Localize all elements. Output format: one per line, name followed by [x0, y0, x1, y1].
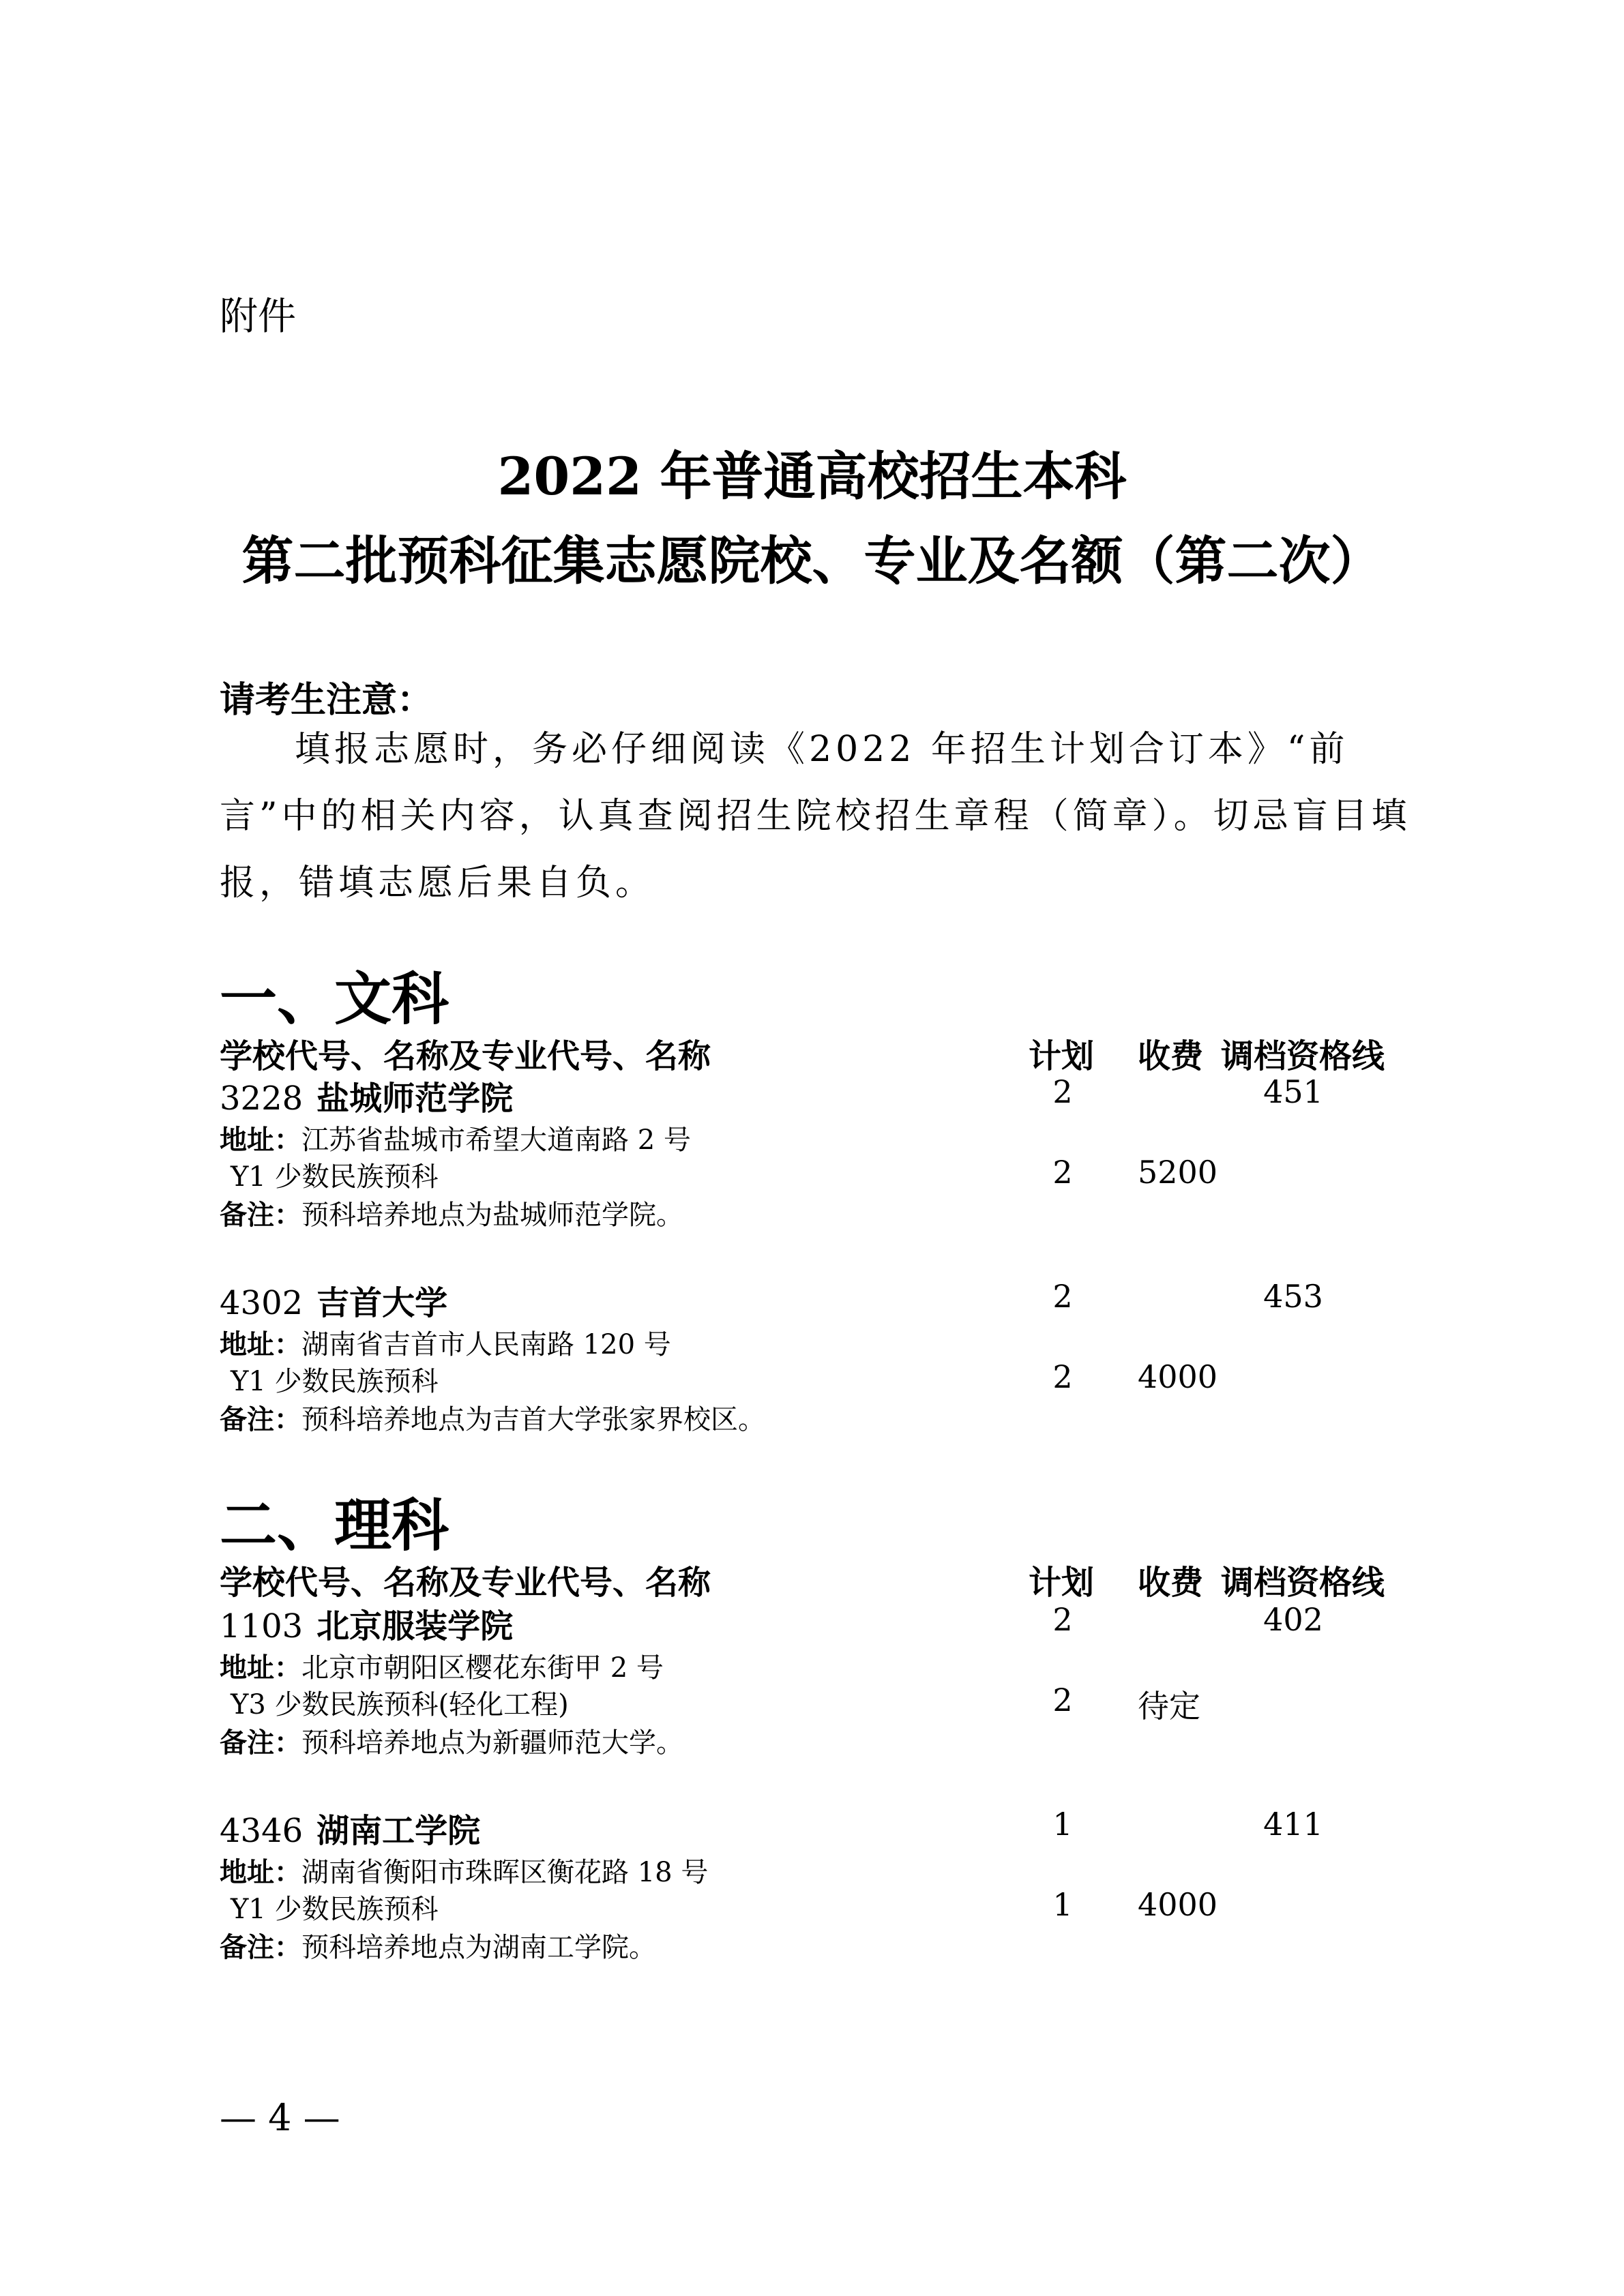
note-text: 预科培养地点为盐城师范学院。 — [301, 1199, 683, 1231]
note-text: 预科培养地点为湖南工学院。 — [301, 1932, 656, 1963]
major-row — [231, 1888, 439, 1926]
note-text: 预科培养地点为新疆师范大学。 — [301, 1727, 683, 1759]
school-cutoff: 411 — [1263, 1806, 1323, 1843]
school-note — [220, 1926, 656, 1965]
major-name: 少数民族预科 — [274, 1366, 439, 1397]
major-plan: 1 — [1052, 1886, 1073, 1923]
major-code: Y1 — [231, 1894, 266, 1925]
column-header-school: 学校代号、名称及专业代号、名称 — [220, 1037, 711, 1075]
column-header-fee: 收费 — [1138, 1037, 1204, 1075]
major-fee: 待定 — [1138, 1688, 1200, 1725]
school-code: 1103 — [220, 1607, 304, 1645]
school-note — [220, 1721, 683, 1760]
note-label: 备注： — [220, 1404, 301, 1435]
column-header-cutoff: 调档资格线 — [1221, 1037, 1385, 1075]
school-plan: 2 — [1052, 1601, 1073, 1638]
school-plan: 1 — [1052, 1806, 1073, 1843]
address-label: 地址： — [220, 1329, 301, 1360]
major-code: Y1 — [231, 1366, 266, 1397]
major-fee: 4000 — [1138, 1358, 1218, 1395]
document-title-line2: 第二批预科征集志愿院校、专业及名额（第二次） — [241, 531, 1383, 591]
attachment-label: 附件 — [220, 295, 296, 339]
address-label: 地址： — [220, 1857, 301, 1888]
school-address — [220, 1323, 671, 1362]
section-title-arts: 一、文科 — [220, 966, 449, 1032]
column-header-school: 学校代号、名称及专业代号、名称 — [220, 1564, 711, 1602]
address-text: 江苏省盐城市希望大道南路 2 号 — [301, 1124, 691, 1156]
address-text: 北京市朝阳区樱花东街甲 2 号 — [301, 1652, 664, 1684]
school-code: 3228 — [220, 1079, 304, 1118]
note-label: 备注： — [220, 1727, 301, 1759]
school-code: 4302 — [220, 1284, 304, 1322]
school-cutoff: 451 — [1263, 1073, 1323, 1110]
school-address — [220, 1646, 664, 1685]
school-row — [220, 1804, 480, 1851]
major-plan: 2 — [1052, 1154, 1073, 1191]
major-row — [231, 1683, 569, 1722]
school-address — [220, 1851, 708, 1890]
major-row — [231, 1360, 439, 1399]
address-text: 湖南省吉首市人民南路 120 号 — [301, 1329, 671, 1360]
school-name: 湖南工学院 — [316, 1812, 481, 1850]
major-name: 少数民族预科 — [274, 1161, 439, 1193]
section-title-science: 二、理科 — [220, 1492, 449, 1559]
school-row — [220, 1600, 513, 1647]
school-row — [220, 1277, 447, 1324]
school-name: 吉首大学 — [316, 1284, 448, 1322]
school-note — [220, 1193, 683, 1232]
major-row — [231, 1155, 439, 1194]
note-label: 备注： — [220, 1932, 301, 1963]
address-label: 地址： — [220, 1124, 301, 1156]
school-note — [220, 1398, 765, 1437]
major-code: Y3 — [231, 1689, 266, 1720]
major-name: 少数民族预科(轻化工程) — [274, 1689, 569, 1720]
column-header-plan: 计划 — [1029, 1564, 1095, 1602]
school-plan: 2 — [1052, 1073, 1073, 1110]
address-text: 湖南省衡阳市珠晖区衡花路 18 号 — [301, 1857, 709, 1888]
major-name: 少数民族预科 — [274, 1894, 439, 1925]
school-name: 北京服装学院 — [316, 1607, 514, 1645]
school-cutoff: 453 — [1263, 1278, 1323, 1315]
column-header-fee: 收费 — [1138, 1564, 1204, 1602]
major-fee: 4000 — [1138, 1886, 1218, 1923]
major-plan: 2 — [1052, 1358, 1073, 1395]
school-code: 4346 — [220, 1812, 304, 1850]
page-number: — 4 — — [220, 2096, 340, 2139]
school-cutoff: 402 — [1263, 1601, 1323, 1638]
column-header-cutoff: 调档资格线 — [1221, 1564, 1385, 1602]
notice-body: 填报志愿时，务必仔细阅读《2022 年招生计划合订本》“前言”中的相关内容，认真查阅招生院校招生章程（简章）。切忌盲目填报，错填志愿后果自负。 — [220, 729, 1411, 904]
school-name: 盐城师范学院 — [316, 1079, 514, 1118]
notice-heading: 请考生注意： — [220, 680, 433, 721]
school-row — [220, 1072, 513, 1119]
address-label: 地址： — [220, 1652, 301, 1684]
major-plan: 2 — [1052, 1682, 1073, 1718]
note-text: 预科培养地点为吉首大学张家界校区。 — [301, 1404, 765, 1435]
note-label: 备注： — [220, 1199, 301, 1231]
school-address — [220, 1118, 691, 1157]
document-title-line1: 2022 年普通高校招生本科 — [497, 446, 1127, 507]
column-header-plan: 计划 — [1029, 1037, 1095, 1075]
major-fee: 5200 — [1138, 1154, 1218, 1191]
school-plan: 2 — [1052, 1278, 1073, 1315]
major-code: Y1 — [231, 1161, 266, 1193]
